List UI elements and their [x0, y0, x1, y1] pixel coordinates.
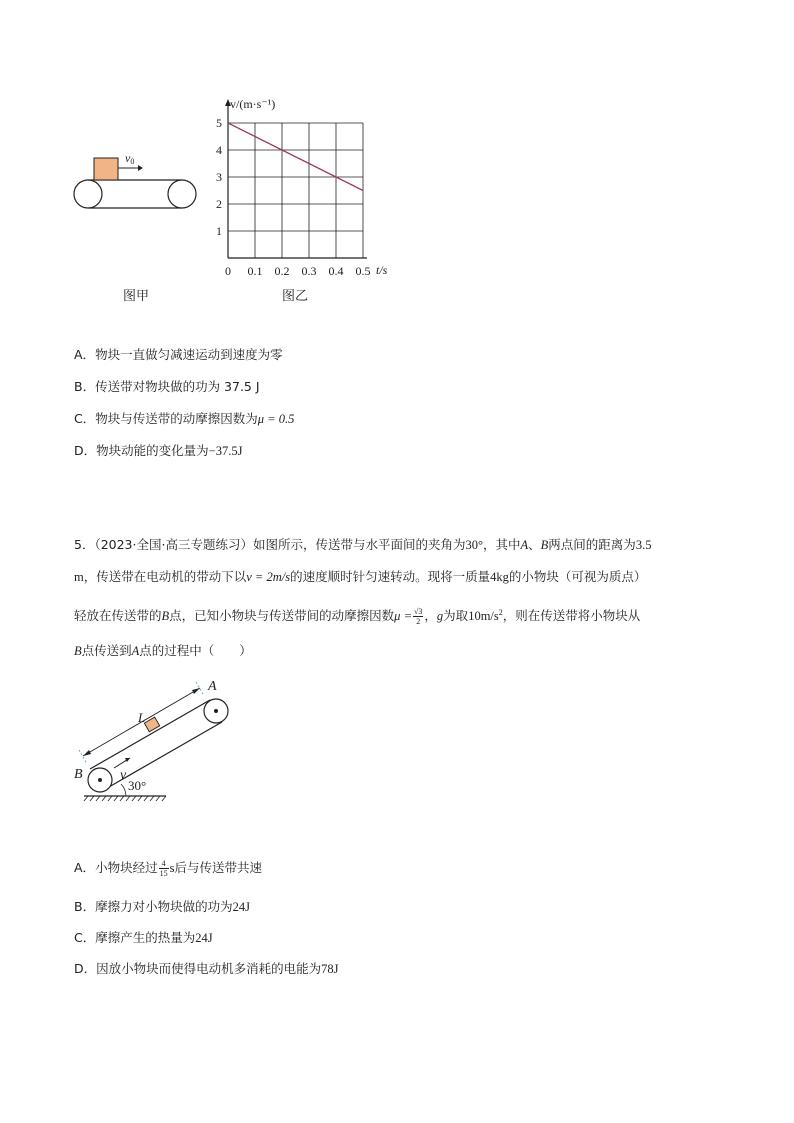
angle-label: 30° [128, 778, 147, 793]
figure-b-vt-graph [206, 96, 402, 286]
option-math: −37.5J [208, 444, 243, 458]
label-b: B [74, 767, 83, 782]
question-number: 5． [74, 537, 95, 552]
right-roller [168, 180, 196, 208]
x-tick-label: 0.3 [301, 264, 317, 278]
vt-line [228, 123, 363, 191]
option-letter: C． [74, 930, 96, 945]
option-text: 物块动能的变化量为 [96, 443, 209, 458]
option-letter: B． [74, 899, 96, 914]
v0-label: v0 [125, 151, 135, 166]
q5-stem-line4: B点传送到A点的过程中（ ） [74, 643, 252, 658]
q5-stem-line3: 轻放在传送带的B点，已知小物块与传送带间的动摩擦因数μ = $\frac{√3}{2}$ ，g为取$10m/s^2$，则在传送带将小物块从 [74, 607, 641, 627]
option-letter: A． [74, 860, 96, 875]
block [94, 158, 118, 180]
q5-option-c[interactable]: C．摩擦产生的热量为24J [74, 930, 213, 945]
fig-b-caption: 图乙 [282, 289, 309, 304]
q5-stem-line1: 5．（2023·全国·高三专题练习）如图所示，传送带与水平面间的夹角为30°，其中A、B两点间的距离为3.5 [74, 537, 652, 552]
q4-option-a[interactable] [74, 346, 283, 364]
label-a: A [208, 679, 217, 694]
y-tick-label: 5 [216, 116, 222, 130]
figure-q5-incline [70, 672, 217, 802]
y-tick-label: 3 [216, 170, 222, 184]
x-tick-label: 0.5 [355, 264, 371, 278]
option-letter: D． [74, 443, 97, 458]
q5-option-a[interactable]: A．小物块经过 $\frac{4}{15}$ s后与传送带共速 [74, 859, 262, 878]
left-roller [74, 180, 102, 208]
option-math: μ = 0.5 [257, 412, 295, 426]
option-text: 物块一直做匀减速运动到速度为零 [95, 347, 283, 362]
label-l: L [138, 710, 146, 725]
y-tick-label: 4 [216, 143, 222, 157]
option-letter: D． [74, 961, 97, 976]
q4-option-b[interactable] [74, 378, 260, 396]
q4-option-d[interactable] [74, 442, 242, 460]
option-letter: A． [74, 347, 96, 362]
q4-option-c[interactable] [74, 410, 294, 428]
option-text: 传送带对物块做的功为 37.5 J [95, 379, 260, 394]
x-tick-label: 0.1 [247, 264, 263, 278]
x-axis-label: t/s [376, 263, 388, 277]
series-line [228, 123, 363, 191]
mu-fraction: $\frac{√3}{2}$ [414, 607, 423, 627]
vt-grid [228, 123, 363, 258]
vt-ticks [216, 116, 371, 278]
y-tick-label: 1 [216, 224, 222, 238]
q5-option-d[interactable]: D．因放小物块而使得电动机多消耗的电能为78J [74, 961, 339, 976]
x-tick-label: 0 [225, 264, 231, 278]
question-source: （2023·全国·高三专题练习） [94, 537, 253, 552]
option-letter: C． [74, 411, 96, 426]
q5-option-b[interactable]: B．摩擦力对小物块做的功为24J [74, 899, 250, 914]
x-tick-label: 0.4 [328, 264, 344, 278]
y-axis-label: v/(m·s⁻¹) [230, 97, 276, 111]
option-letter: B． [74, 379, 96, 394]
y-tick-label: 2 [216, 197, 222, 211]
time-fraction: $\frac{4}{15}$ [159, 859, 168, 878]
q5-stem-line2: m，传送带在电动机的带动下以v = 2m/s的速度顺时针匀速转动。现将一质量4kg的小物块（可视为质点） [74, 569, 647, 584]
option-text: 物块与传送带的动摩擦因数为 [95, 411, 258, 426]
x-tick-label: 0.2 [274, 264, 290, 278]
label-v: v [120, 768, 127, 783]
fig-a-caption: 图甲 [123, 289, 150, 304]
figure-a-conveyor [70, 148, 200, 214]
